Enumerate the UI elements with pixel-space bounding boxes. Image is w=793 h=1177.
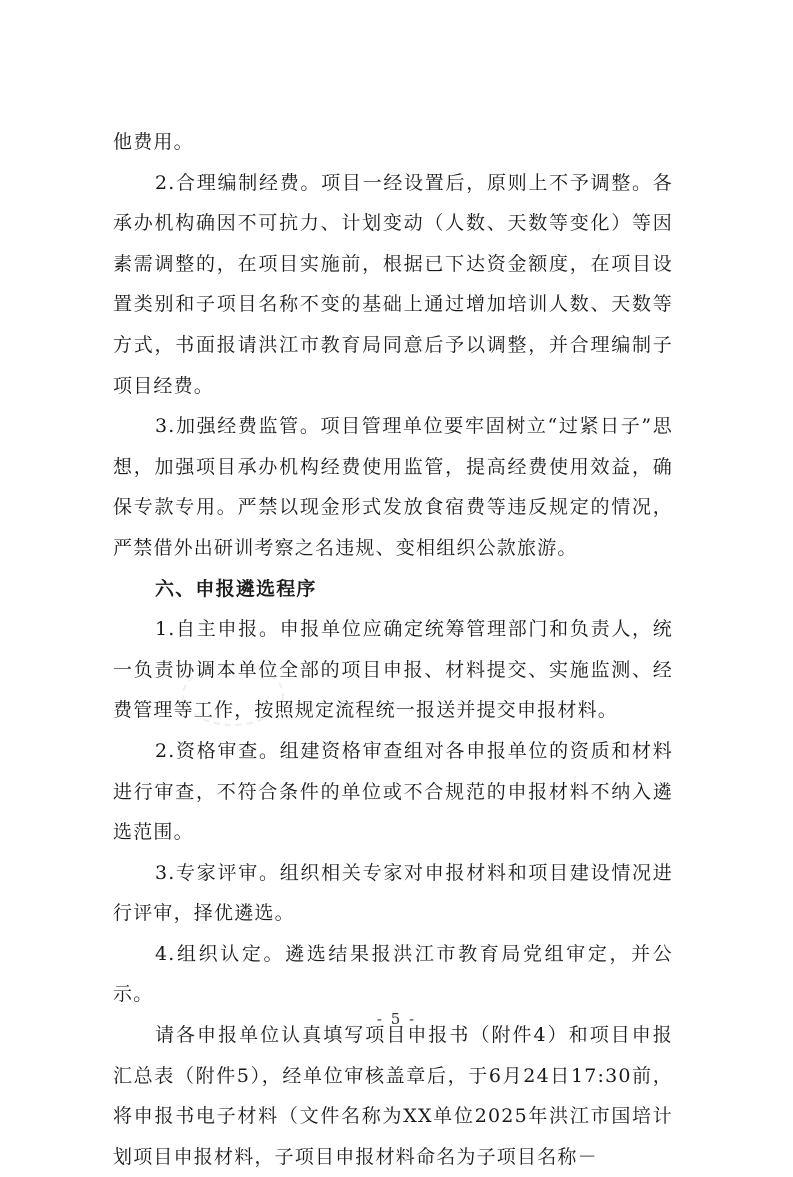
- paragraph-continuation: 他费用。: [113, 131, 194, 153]
- paragraph-budget-planning: 2.合理编制经费。项目一经设置后，原则上不予调整。各承办机构确因不可抗力、计划变动（人数、天数等变化）等因素需调整的，在项目实施前，根据已下达资金额度，在项目设置类别和子项目名称不变的基础上通过增加培训人数、天数等方式，书面报请洪江市教育局同意后予以调整，并合理编制子项目经费。: [113, 171, 673, 397]
- paragraph-qualification-review: 2.资格审查。组建资格审查组对各申报单位的资质和材料进行审查，不符合条件的单位或不合规范的申报材料不纳入遴选范围。: [113, 739, 673, 844]
- paragraph-self-application: 1.自主申报。申报单位应确定统筹管理部门和负责人，统一负责协调本单位全部的项目申报、材料提交、实施监测、经费管理等工作，按照规定流程统一报送并提交申报材料。: [113, 618, 673, 722]
- paragraph-organization-approval: 4.组织认定。遴选结果报洪江市教育局党组审定，并公示。: [113, 942, 673, 1006]
- faint-stamp-mark: [178, 660, 288, 730]
- section-heading-application-procedure: 六、申报遴选程序: [155, 577, 317, 600]
- paragraph-budget-supervision: 3.加强经费监管。项目管理单位要牢固树立“过紧日子”思想，加强项目承办机构经费使用监管，提高经费使用效益，确保专款专用。严禁以现金形式发放食宿费等违反规定的情况，严禁借外出研训考察之名违规、变相组织公款旅游。: [113, 415, 673, 559]
- page-number: - 5 -: [376, 1010, 417, 1028]
- paragraph-expert-review: 3.专家评审。组织相关专家对申报材料和项目建设情况进行评审，择优遴选。: [113, 861, 673, 925]
- paragraph-submission-instructions: 请各申报单位认真填写项目申报书（附件4）和项目申报汇总表（附件5），经单位审核盖章后，于6月24日17:30前，将申报书电子材料（文件名称为XX单位2025年洪江市国培计划项目申报材料，子项目申报材料命名为子项目名称－: [113, 1024, 673, 1168]
